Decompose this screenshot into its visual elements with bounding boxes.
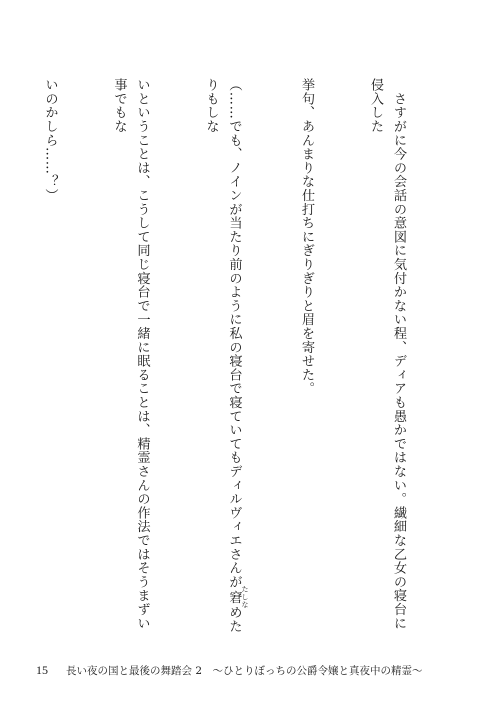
text-line: （……でも、ノインが当たり前のように私の寝台で寝ていてもディルヴィエさんが窘 たしなめたりもしな xyxy=(203,78,249,633)
ruby-annotation: 窘 たしな xyxy=(226,585,249,609)
book-title: 長い夜の国と最後の舞踏会 2 ～ひとりぼっちの公爵令嬢と真夜中の精霊～ xyxy=(66,665,423,677)
page-number: 15 xyxy=(36,663,48,677)
body-text xyxy=(36,78,456,638)
text-line: いということは、こうして同じ寝台で一緒に眠ることは、精霊さんの作法ではそうまずい事でもな xyxy=(111,78,150,630)
text-line: 挙句、あんまりな仕打ちにぎりぎりと眉を寄せた。 xyxy=(299,78,314,396)
text-line: いのかしら……？） xyxy=(42,78,58,203)
page-footer xyxy=(36,663,423,678)
text-line: さすがに今の会話の意図に気付かない程、ディアも愚かではない。繊細な乙女の寝台に侵入した xyxy=(368,78,406,630)
